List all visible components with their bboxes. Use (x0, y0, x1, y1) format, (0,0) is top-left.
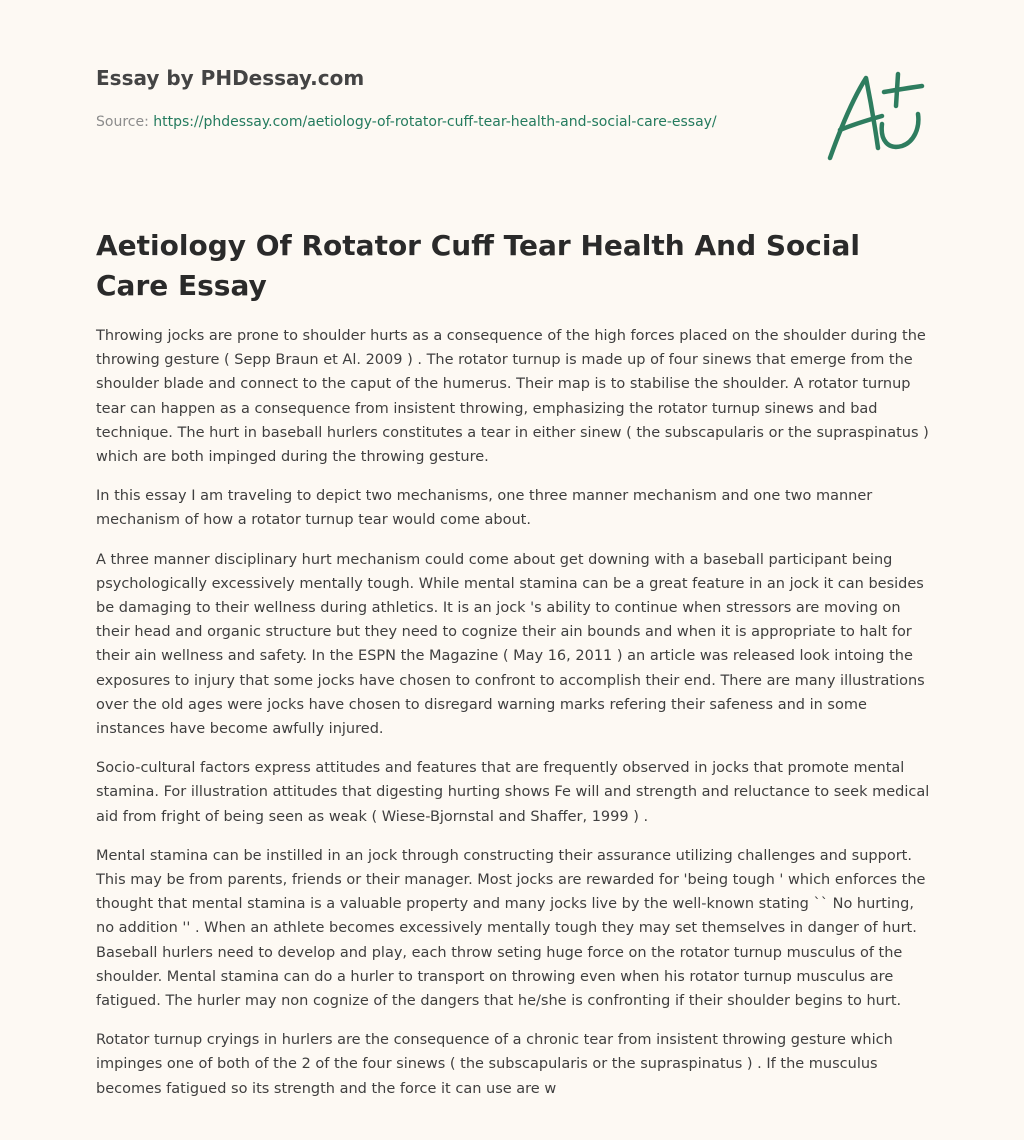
source-link[interactable]: https://phdessay.com/aetiology-of-rotator-cuff-tear-health-and-social-care-essay/ (153, 114, 717, 130)
site-brand: Essay by PHDessay.com (96, 66, 365, 90)
source-label: Source: (96, 114, 149, 130)
paragraph: Socio-cultural factors express attitudes and features that are frequently observed in jocks that promote mental stamina. For illustration attitudes that digesting hurting shows Fe will and strength and reluctance to seek medical aid from fright of being seen as weak ( Wiese-Bjornstal and Shaffer, 1999 ) . (96, 760, 930, 825)
essay-title: Aetiology Of Rotator Cuff Tear Health And Social Care Essay (96, 229, 860, 302)
paragraph: Mental stamina can be instilled in an jock through constructing their assurance utilizing challenges and support. This may be from parents, friends or their manager. Most jocks are rewarded for 'being tough ' which enforces the thought that mental stamina is a valuable property and many jocks live by the well-known stating `` No hurting, no addition '' . When an athlete becomes excessively mentally tough they may set themselves in danger of hurt. Baseball hurlers need to develop and play, each throw seting huge force on the rotator turnup musculus of the shoulder. Mental stamina can do a hurler to transport on throwing even when his rotator turnup musculus are fatigued. The hurler may non cognize of the dangers that he/she is confronting if their shoulder begins to hurt. (96, 847, 926, 1010)
paragraph: A three manner disciplinary hurt mechanism could come about get downing with a baseball participant being psychologically excessively mentally tough. While mental stamina can be a great feature in an jock it can besides be damaging to their wellness during athletics. It is an jock 's ability to continue when stressors are moving on their head and organic structure but they need to cognize their ain bounds and when it is appropriate to halt for their ain wellness and safety. In the ESPN the Magazine ( May 16, 2011 ) an article was released look intoing the exposures to injury that some jocks have chosen to confront to accomplish their end. There are many illustrations over the old ages were jocks have chosen to disregard warning marks refering their safeness and in some instances have become awfully injured. (96, 551, 925, 738)
paragraph: In this essay I am traveling to depict two mechanisms, one three manner mechanism and one two manner mechanism of how a rotator turnup tear would come about. (96, 488, 873, 529)
paragraph: Throwing jocks are prone to shoulder hurts as a consequence of the high forces placed on the shoulder during the throwing gesture ( Sepp Braun et Al. 2009 ) . The rotator turnup is made up of four sinews that emerge from the shoulder blade and connect to the caput of the humerus. Their map is to stabilise the shoulder. A rotator turnup tear can happen as a consequence from insistent throwing, emphasizing the rotator turnup sinews and bad technique. The hurt in baseball hurlers constitutes a tear in either sinew ( the subscapularis or the supraspinatus ) which are both impinged during the throwing gesture. (96, 328, 929, 466)
a-plus-logo-icon (822, 66, 930, 166)
paragraph: Rotator turnup cryings in hurlers are the consequence of a chronic tear from insistent throwing gesture which impinges one of both of the 2 of the four sinews ( the subscapularis or the supraspinatus ) . If the musculus becomes fatigued so its strength and the force it can use are w (96, 1032, 893, 1097)
source-line (96, 112, 736, 133)
essay-body (96, 324, 932, 1116)
